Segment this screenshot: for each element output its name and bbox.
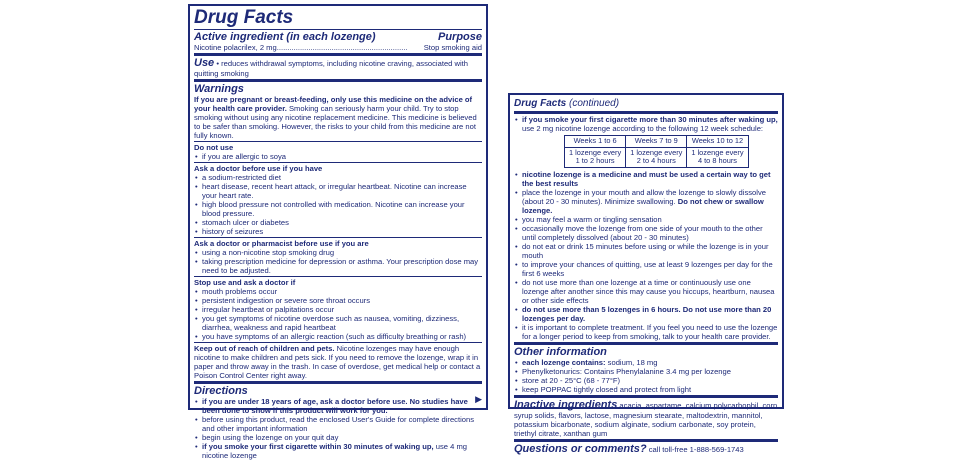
warnings-paragraph — [194, 95, 482, 140]
list-item — [522, 215, 778, 224]
drug-facts-panel — [188, 4, 488, 460]
table-row — [565, 147, 749, 167]
divider — [194, 53, 482, 56]
divider — [514, 111, 778, 114]
item-bold: do not use more than 5 lozenges in 6 hours. Do not use more than 20 lozenges per day. — [522, 304, 772, 323]
continue-arrow-icon: ▶ — [475, 394, 482, 404]
item-text: place the lozenge in your mouth and allow the lozenge to slowly dissolve (about 20 - 30 minutes). Minimize swallowing. — [522, 187, 766, 206]
dosing-schedule-table — [564, 135, 749, 168]
list-item — [202, 394, 482, 415]
divider — [194, 237, 482, 238]
item-text: do not use more than one lozenge at a time or continuously use one lozenge after another since this may cause you hiccups, heartburn, nausea or other side effects — [522, 277, 775, 305]
list-item: • high blood pressure not controlled with medication. Nicotine can increase your blood pressure. — [202, 200, 482, 218]
drug-facts-title: Drug Facts — [514, 98, 567, 109]
drug-facts-continued-title — [514, 98, 778, 110]
list-item — [522, 224, 778, 242]
list-item — [522, 367, 778, 376]
list-item — [522, 376, 778, 385]
divider — [514, 439, 778, 442]
other-information-list — [514, 358, 778, 394]
questions-text: call toll-free 1-888-569-1743 — [646, 444, 744, 454]
list-item: • persistent indigestion or severe sore throat occurs — [202, 296, 482, 305]
divider — [194, 29, 482, 30]
direction-bold: if you smoke your first cigarette within 30 minutes of waking up, — [202, 442, 434, 451]
list-item — [522, 170, 778, 188]
list-item — [522, 188, 778, 215]
list-item: • if you are allergic to soya — [202, 152, 482, 161]
divider — [194, 276, 482, 277]
divider — [194, 141, 482, 142]
inactive-ingredients-heading: Inactive ingredients — [514, 398, 618, 411]
directions-heading: Directions — [194, 385, 248, 397]
use-text: reduces withdrawal symptoms, including nicotine craving, associated with quitting smoking — [194, 59, 469, 78]
stop-use-list — [194, 287, 482, 341]
use-section — [194, 57, 482, 78]
ask-pharmacist-list — [194, 248, 482, 275]
inactive-ingredients-text: acacia, aspartame, calcium polycarbophil, corn syrup solids, flavors, lactose, magnesium stearate, maltodextrin, mannitol, potassium bicarbonate, sodium alginate, sodium carbonate, soy protein, triethyl citrate, xanthan gum — [514, 400, 778, 438]
warnings-text: Smoking can seriously harm your child. Try to stop smoking without using any nicotine replacement medicine. This medicine is believed to be safer than smoking. However, the risks to your child from this medicine are not fully known. — [194, 104, 477, 140]
divider — [194, 162, 482, 163]
cell-line: 1 lozenge every — [630, 147, 683, 157]
list-item — [522, 115, 778, 133]
item-text: sodium, 18 mg — [605, 357, 658, 367]
direction-text: before using this product, read the enclosed User's Guide for complete directions and other important information — [202, 415, 475, 433]
drug-facts-title: Drug Facts — [194, 7, 294, 28]
item-text: Phenylketonurics: Contains Phenylalanine 3.4 mg per lozenge — [522, 366, 731, 376]
list-item — [202, 433, 482, 442]
keep-out-bold: Keep out of reach of children and pets. — [194, 344, 335, 353]
direction-text: use 2 mg nicotine lozenge according to the following 12 week schedule: — [522, 124, 764, 133]
list-item: • stomach ulcer or diabetes — [202, 218, 482, 227]
list-item — [522, 305, 778, 323]
item-text: store at 20 - 25°C (68 - 77°F) — [522, 375, 621, 385]
item-text: you may feel a warm or tingling sensation — [522, 214, 662, 224]
use-heading: Use — [194, 57, 215, 69]
cell-line: 1 lozenge every — [569, 147, 622, 157]
dot-leader: .............................................................. — [276, 43, 408, 52]
ask-doctor-list — [194, 173, 482, 236]
cell-line: 1 lozenge every — [691, 147, 744, 157]
list-item: • irregular heartbeat or palpitations occur — [202, 305, 482, 314]
divider — [514, 342, 778, 345]
list-item: • history of seizures — [202, 227, 482, 236]
divider — [194, 342, 482, 343]
drug-facts-continued-panel — [508, 93, 784, 455]
cell-line: 1 to 2 hours — [575, 156, 615, 165]
list-item: • you get symptoms of nicotine overdose such as nausea, vomiting, dizziness, diarrhea, weakness and rapid heartbeat — [202, 314, 482, 332]
warnings-bold: If you are pregnant or breast-feeding, only use this medicine on the advice of your health care provider. — [194, 95, 473, 113]
list-item — [522, 385, 778, 394]
item-text: to improve your chances of quitting, use at least 9 lozenges per day for the first 6 weeks — [522, 259, 773, 278]
direction-text: use 4 mg nicotine lozenge — [202, 442, 468, 460]
table-cell — [565, 147, 626, 167]
item-text: it is important to complete treatment. If you feel you need to use the lozenge for a longer period to keep from smoking, talk to your health care provider. — [522, 322, 778, 341]
directions-continued-list-2 — [514, 170, 778, 341]
table-header: Weeks 1 to 6 — [565, 136, 626, 148]
list-item — [522, 358, 778, 367]
list-item: • you have symptoms of an allergic reaction (such as difficulty breathing or rash) — [202, 332, 482, 341]
warnings-heading: Warnings — [194, 83, 244, 95]
purpose-text: Stop smoking aid — [423, 43, 482, 52]
active-ingredient-text: Nicotine polacrilex, 2 mg — [194, 43, 277, 52]
list-item — [522, 242, 778, 260]
item-text: do not eat or drink 15 minutes before using or while the lozenge is in your mouth — [522, 241, 769, 260]
use-bullet: • — [216, 59, 222, 68]
table-row — [565, 136, 749, 148]
questions-heading: Questions or comments? — [514, 442, 647, 455]
table-cell — [687, 147, 748, 167]
purpose-heading: Purpose — [437, 31, 482, 43]
direction-bold: if you are under 18 years of age, ask a doctor before use. No studies have been done to show if this product will work for you. — [202, 397, 468, 415]
list-item: • heart disease, recent heart attack, or irregular heartbeat. Nicotine can increase your heart rate. — [202, 182, 482, 200]
list-item — [522, 323, 778, 341]
ask-pharmacist-heading: Ask a doctor or pharmacist before use if you are — [194, 239, 369, 248]
divider — [194, 79, 482, 82]
item-bold: each lozenge contains: — [522, 357, 606, 367]
item-text: keep POPPAC tightly closed and protect from light — [522, 384, 692, 394]
questions-paragraph — [514, 443, 778, 455]
active-ingredient-heading: Active ingredient (in each lozenge) — [194, 31, 376, 43]
do-not-use-heading: Do not use — [194, 143, 234, 152]
active-ingredient-header-row — [194, 31, 482, 43]
continued-label: (continued) — [566, 98, 620, 109]
cell-line: 4 to 8 hours — [697, 156, 737, 165]
directions-continued-list — [514, 115, 778, 133]
direction-text: begin using the lozenge on your quit day — [202, 433, 339, 442]
keep-out-text: Nicotine lozenges may have enough nicotine to make children and pets sick. If you need to remove the lozenge, wrap it in paper and throw away in the trash. In case of overdose, get medical help or contact a Poison Control Center right away. — [194, 344, 481, 380]
list-item: • taking prescription medicine for depression or asthma. Your prescription dose may need to be adjusted. — [202, 257, 482, 275]
list-item: • mouth problems occur — [202, 287, 482, 296]
list-item: • using a non-nicotine stop smoking drug — [202, 248, 482, 257]
ask-doctor-heading: Ask a doctor before use if you have — [194, 164, 323, 173]
item-bold: nicotine lozenge is a medicine and must be used a certain way to get the best results — [522, 169, 771, 188]
divider — [194, 381, 482, 384]
keep-out-paragraph — [194, 344, 482, 380]
stop-use-heading: Stop use and ask a doctor if — [194, 278, 296, 287]
list-item: • a sodium-restricted diet — [202, 173, 482, 182]
list-item — [522, 278, 778, 305]
cell-line: 2 to 4 hours — [636, 156, 676, 165]
divider — [514, 395, 778, 398]
direction-bold: if you smoke your first cigarette more than 30 minutes after waking up, — [522, 115, 778, 124]
list-item — [202, 442, 482, 460]
do-not-use-list — [194, 152, 482, 161]
item-bold: Do not chew or swallow lozenge. — [522, 196, 764, 215]
list-item — [202, 415, 482, 433]
active-ingredient-row — [194, 43, 482, 52]
inactive-ingredients-paragraph — [514, 399, 778, 438]
table-header: Weeks 10 to 12 — [687, 136, 748, 148]
list-item — [522, 260, 778, 278]
item-text: occasionally move the lozenge from one side of your mouth to the other until completely dissolved (about 20 - 30 minutes) — [522, 223, 763, 242]
table-header: Weeks 7 to 9 — [626, 136, 687, 148]
other-information-heading: Other information — [514, 345, 607, 358]
table-cell — [626, 147, 687, 167]
directions-list — [194, 394, 482, 460]
